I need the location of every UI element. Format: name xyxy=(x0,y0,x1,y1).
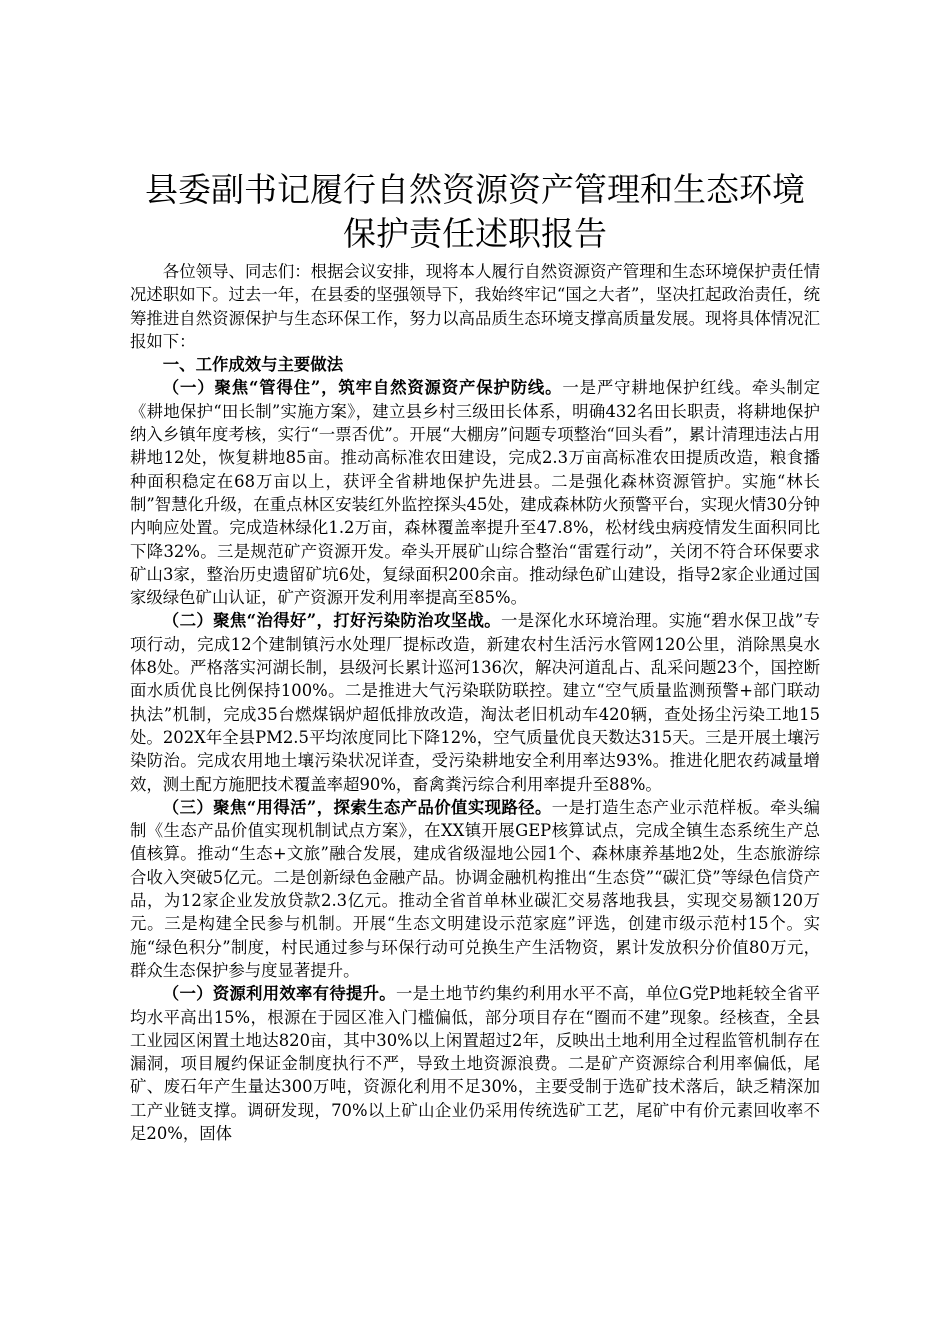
paragraph-lead: （一）资源利用效率有待提升。 xyxy=(162,984,396,1004)
paragraph-text: 一是深化水环境治理。实施“碧水保卫战”专项行动，完成12个建制镇污水处理厂提标改造，新建农村生活污水管网120公里，消除黑臭水体8处。严格落实河湖长制，县级河长累计巡河136次，解决河道乱占、乱采问题23个，国控断面水质优良比例保持100%。二是推进大气污染联防联控。建立“空气质量监测预警+部门联动执法”机制，完成35台燃煤锅炉超低排放改造，淘汰老旧机动车420辆，查处扬尘污染工地15处。202X年全县PM2.5平均浓度同比下降12%，空气质量优良天数达315天。三是开展土壤污染防治。完成农用地土壤污染状况详查，受污染耕地安全利用率达93%。推进化肥农药减量增效，测土配方施肥技术覆盖率超90%，畜禽粪污综合利用率提升至88%。 xyxy=(130,611,820,794)
paragraph-text: 一是土地节约集约利用水平不高，单位G党P地耗较全省平均水平高出15%，根源在于园区准入门槛偏低，部分项目存在“圈而不建”现象。经核查，全县工业园区闲置土地达820亩，其中30%以上闲置超过2年，反映出土地利用全过程监管机制存在漏洞，项目履约保证金制度执行不严，导致土地资源浪费。二是矿产资源综合利用率偏低，尾矿、废石年产生量达300万吨，资源化利用不足30%，主要受制于选矿技术落后，缺乏精深加工产业链支撑。调研发现，70%以上矿山企业仍采用传统选矿工艺，尾矿中有价元素回收率不足20%，固体 xyxy=(130,984,821,1143)
paragraph-text: 一是严守耕地保护红线。牵头制定《耕地保护“田长制”实施方案》，建立县乡村三级田长体系，明确432名田长职责，将耕地保护纳入乡镇年度考核，实行“一票否优”。开展“大棚房”问题专项整治“回头看”，累计清理违法占用耕地12处，恢复耕地85亩。推动高标准农田建设，完成2.3万亩高标准农田提质改造，粮食播种面积稳定在68万亩以上，获评全省耕地保护先进县。二是强化森林资源管护。实施“林长制”智慧化升级，在重点林区安装红外监控探头45处，建成森林防火预警平台，实现火情30分钟内响应处置。完成造林绿化1.2万亩，森林覆盖率提升至47.8%，松材线虫病疫情发生面积同比下降32%。三是规范矿产资源开发。牵头开展矿山综合整治“雷霆行动”，关闭不符合环保要求矿山3家，整治历史遗留矿坑6处，复绿面积200余亩。推动绿色矿山建设，指导2家企业通过国家级绿色矿山认证，矿产资源开发利用率提高至85%。 xyxy=(130,378,820,608)
paragraph-text: 一是打造生态产业示范样板。牵头编制《生态产品价值实现机制试点方案》，在XX镇开展GEP核算试点，完成全镇生态系统生产总值核算。推动“生态+文旅”融合发展，建成省级湿地公园1个、森林康养基地2处，生态旅游综合收入突破5亿元。二是创新绿色金融产品。协调金融机构推出“生态贷”“碳汇贷”等绿色信贷产品，为12家企业发放贷款2.3亿元。推动全省首单林业碳汇交易落地我县，实现交易额120万元。三是构建全民参与机制。开展“生态文明建设示范家庭”评选，创建市级示范村15个。实施“绿色积分”制度，村民通过参与环保行动可兑换生产生活物资，累计发放积分价值80万元，群众生态保护参与度显著提升。 xyxy=(130,797,821,980)
paragraph-lead: （三）聚焦“用得活”，探索生态产品价值实现路径。 xyxy=(162,797,552,817)
paragraph-lead: （二）聚焦“治得好”，打好污染防治攻坚战。 xyxy=(162,611,502,631)
paragraph-pollution xyxy=(130,609,820,795)
document-page xyxy=(130,168,820,1145)
section-heading-results: 一、工作成效与主要做法 xyxy=(162,355,344,375)
paragraph-resource-efficiency xyxy=(130,982,820,1145)
paragraph-ecological-value xyxy=(130,796,820,982)
intro-paragraph: 各位领导、同志们：根据会议安排，现将本人履行自然资源资产管理和生态环境保护责任情况述职如下。过去一年，在县委的坚强领导下，我始终牢记“国之大者”，坚决扛起政治责任，统筹推进自然资源保护与生态环保工作，努力以高品质生态环境支撑高质量发展。现将具体情况汇报如下： xyxy=(130,262,820,351)
paragraph-protection xyxy=(130,376,820,609)
paragraph-lead: （一）聚焦“管得住”，筑牢自然资源资产保护防线。 xyxy=(162,378,563,398)
title-line-2: 保护责任述职报告 xyxy=(343,214,607,253)
document-body xyxy=(130,260,820,1145)
title-line-1: 县委副书记履行自然资源资产管理和生态环境 xyxy=(145,170,805,209)
document-title xyxy=(130,168,820,256)
